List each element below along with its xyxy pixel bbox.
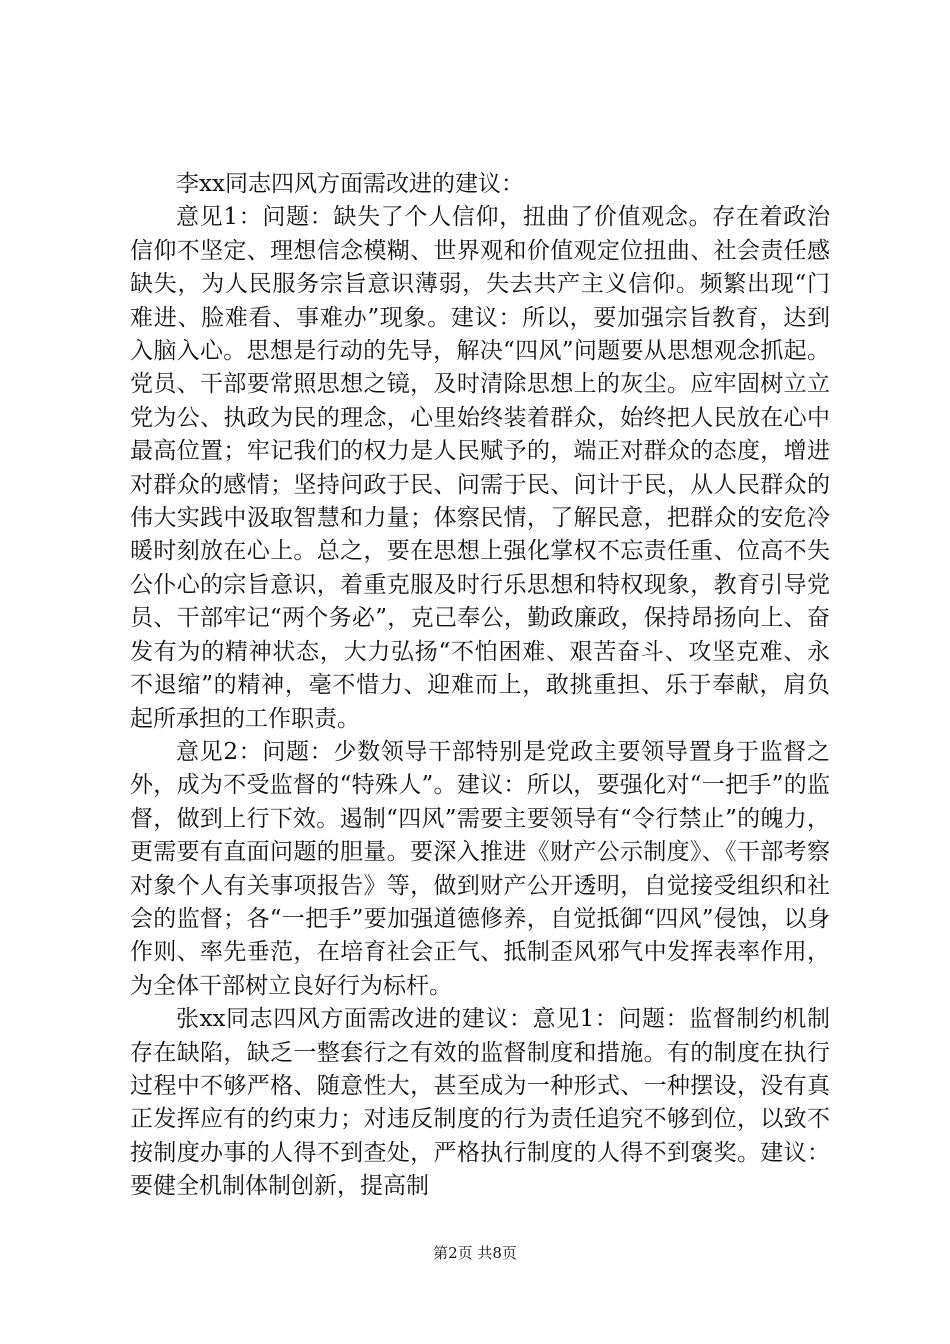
paragraph-zhang-opinion-1: 张xx同志四风方面需改进的建议：意见1：问题：监督制约机制存在缺陷，缺乏一整套行之有效的监督制度和措施。有的制度在执行过程中不够严格、随意性大，甚至成为一种形式、一种摆设，没有真正发挥应有的约束力；对违反制度的行为责任追究不够到位，以致不按制度办事的人得不到查处，严格执行制度的人得不到褒奖。建议：要健全机制体制创新，提高制 (130, 1006, 830, 1200)
document-body (130, 168, 830, 1204)
paragraph-opinion-2: 意见2：问题：少数领导干部特别是党政主要领导置身于监督之外，成为不受监督的“特殊人”。建议：所以，要强化对“一把手”的监督，做到上行下效。遏制“四风”需要主要领导有“令行禁止”的魄力，更需要有直面问题的胆量。要深入推进《财产公示制度》、《干部考察对象个人有关事项报告》等，做到财产公开透明，自觉接受组织和社会的监督；各“一把手”要加强道德修养，自觉抵御“四风”侵蚀，以身作则、率先垂范，在培育社会正气、抵制歪风邪气中发挥表率作用，为全体干部树立良好行为标杆。 (130, 738, 830, 999)
paragraph-li-heading: 李xx同志四风方面需改进的建议： (176, 171, 524, 197)
page-number-footer: 第2页 共8页 (433, 1244, 517, 1262)
paragraph-opinion-1: 意见1：问题：缺失了个人信仰，扭曲了价值观念。存在着政治信仰不坚定、理想信念模糊、世界观和价值观定位扭曲、社会责任感缺失，为人民服务宗旨意识薄弱，失去共产主义信仰。频繁出现“门难进、脸难看、事难办”现象。建议：所以，要加强宗旨教育，达到入脑入心。思想是行动的先导，解决“四风”问题要从思想观念抓起。党员、干部要常照思想之镜，及时清除思想上的灰尘。应牢固树立立党为公、执政为民的理念，心里始终装着群众，始终把人民放在心中最高位置；牢记我们的权力是人民赋予的，端正对群众的态度，增进对群众的感情；坚持问政于民、问需于民、问计于民，从人民群众的伟大实践中汲取智慧和力量；体察民情，了解民意，把群众的安危冷暖时刻放在心上。总之，要在思想上强化掌权不忘责任重、位高不失公仆心的宗旨意识，着重克服及时行乐思想和特权现象，教育引导党员、干部牢记“两个务必”，克己奉公，勤政廉政，保持昂扬向上、奋发有为的精神状态，大力弘扬“不怕困难、艰苦奋斗、攻坚克难、永不退缩”的精神，毫不惜力、迎难而上，敢挑重担、乐于奉献，肩负起所承担的工作职责。 (130, 204, 830, 732)
